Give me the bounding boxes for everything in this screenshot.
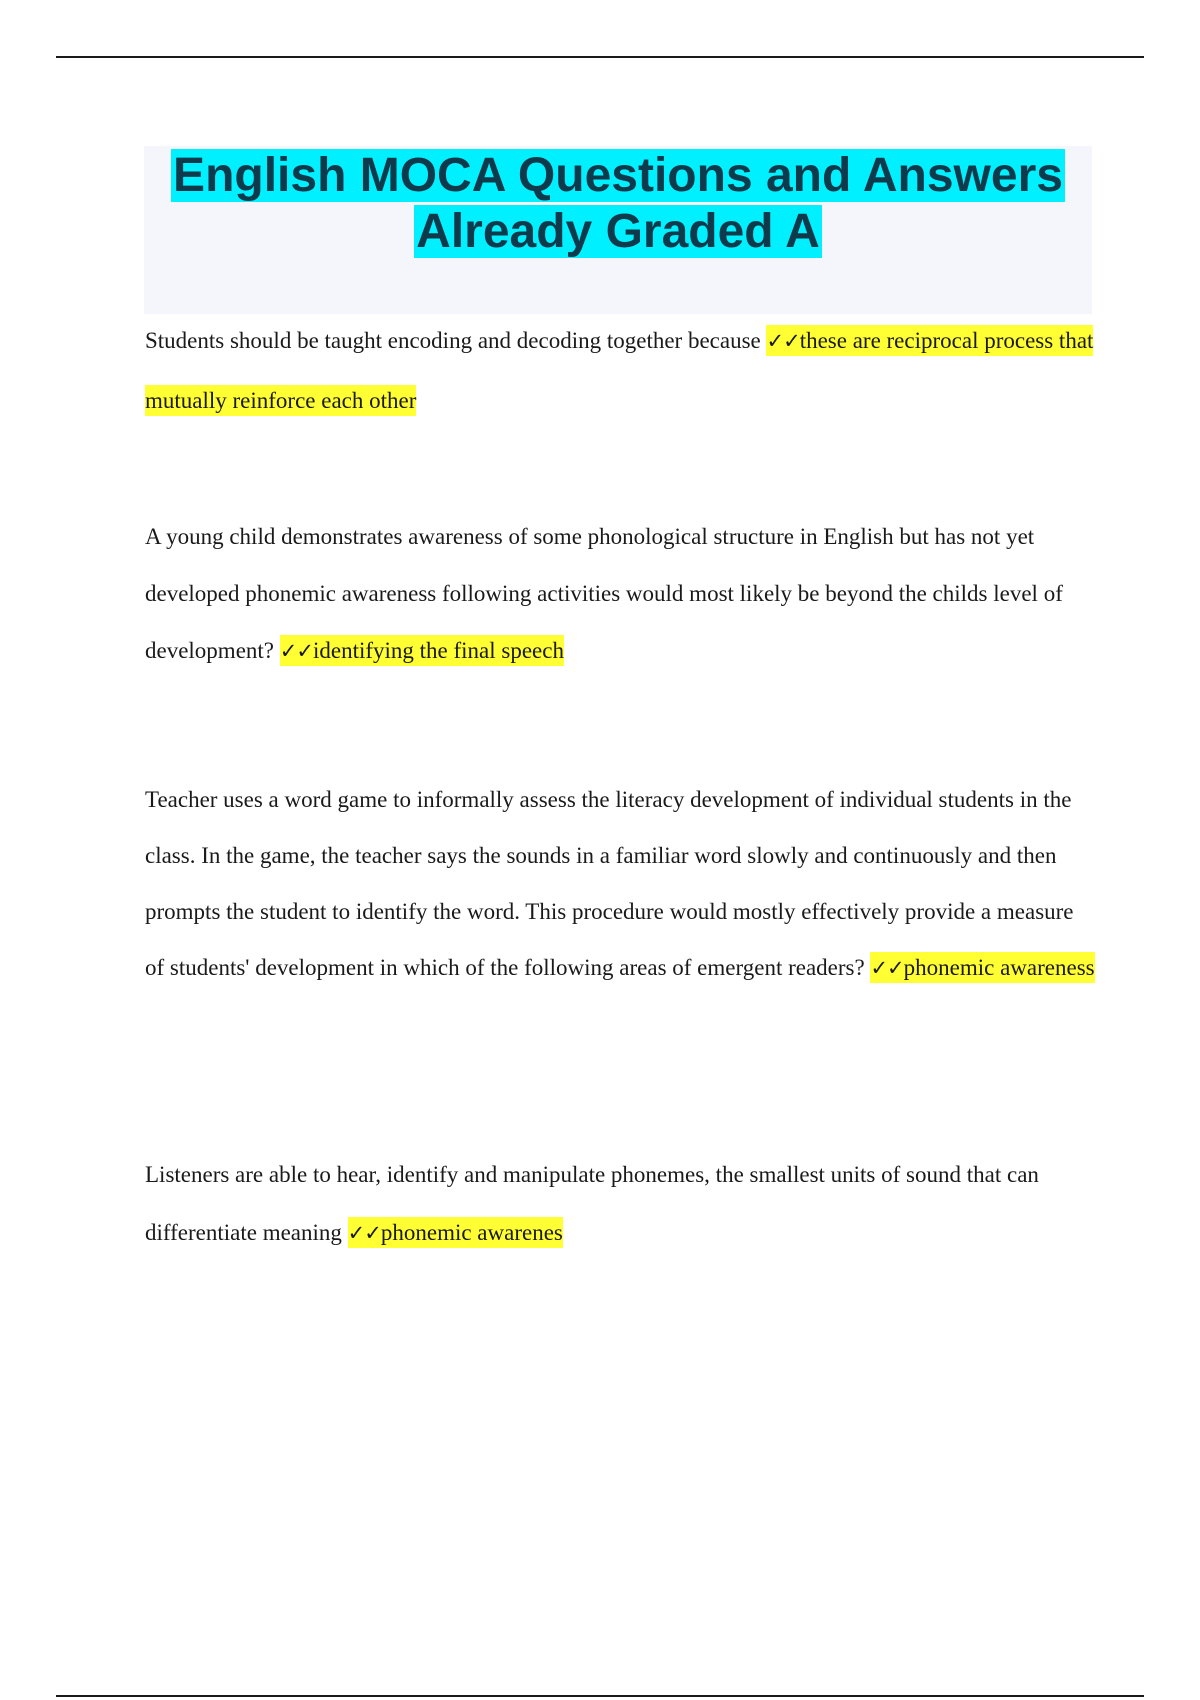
qa-item-2 (145, 508, 1095, 680)
document-title (144, 146, 1092, 260)
title-line-2: Already Graded A (416, 205, 820, 258)
answer-highlight (870, 952, 1094, 983)
question-text: A young child demonstrates awareness of some phonological structure in English but has not yet developed phonemic awareness following activities would most likely be beyond the childs level of development? (145, 524, 1063, 663)
answer-text: phonemic awareness (903, 955, 1095, 980)
double-check-icon: ✓✓ (347, 1221, 381, 1245)
question-text: Students should be taught encoding and decoding together because (145, 328, 767, 353)
top-rule (56, 56, 1144, 58)
title-block (144, 146, 1092, 314)
answer-text: identifying the final speech (312, 638, 564, 663)
qa-item-3 (145, 772, 1095, 996)
qa-item-1 (145, 311, 1095, 431)
double-check-icon: ✓✓ (870, 956, 904, 980)
answer-text: these are reciprocal process that mutually reinforce each other (145, 328, 1094, 413)
answer-highlight (280, 635, 564, 666)
answer-text: phonemic awarenes (380, 1220, 563, 1245)
double-check-icon: ✓✓ (766, 329, 800, 353)
qa-item-4 (145, 1146, 1095, 1262)
answer-highlight (348, 1217, 563, 1248)
title-line-1: English MOCA Questions and Answers (173, 149, 1063, 202)
question-text: Teacher uses a word game to informally assess the literacy development of individual students in the class. In the game, the teacher says the sounds in a familiar word slowly and continuously and then prompts the student to identify the word. This procedure would mostly effectively provide a measure of students' development in which of the following areas of emergent readers? (145, 787, 1074, 980)
double-check-icon: ✓✓ (279, 639, 313, 663)
bottom-rule (56, 1695, 1144, 1697)
question-text: Listeners are able to hear, identify and manipulate phonemes, the smallest units of sound that can differentiate meaning (145, 1162, 1039, 1245)
